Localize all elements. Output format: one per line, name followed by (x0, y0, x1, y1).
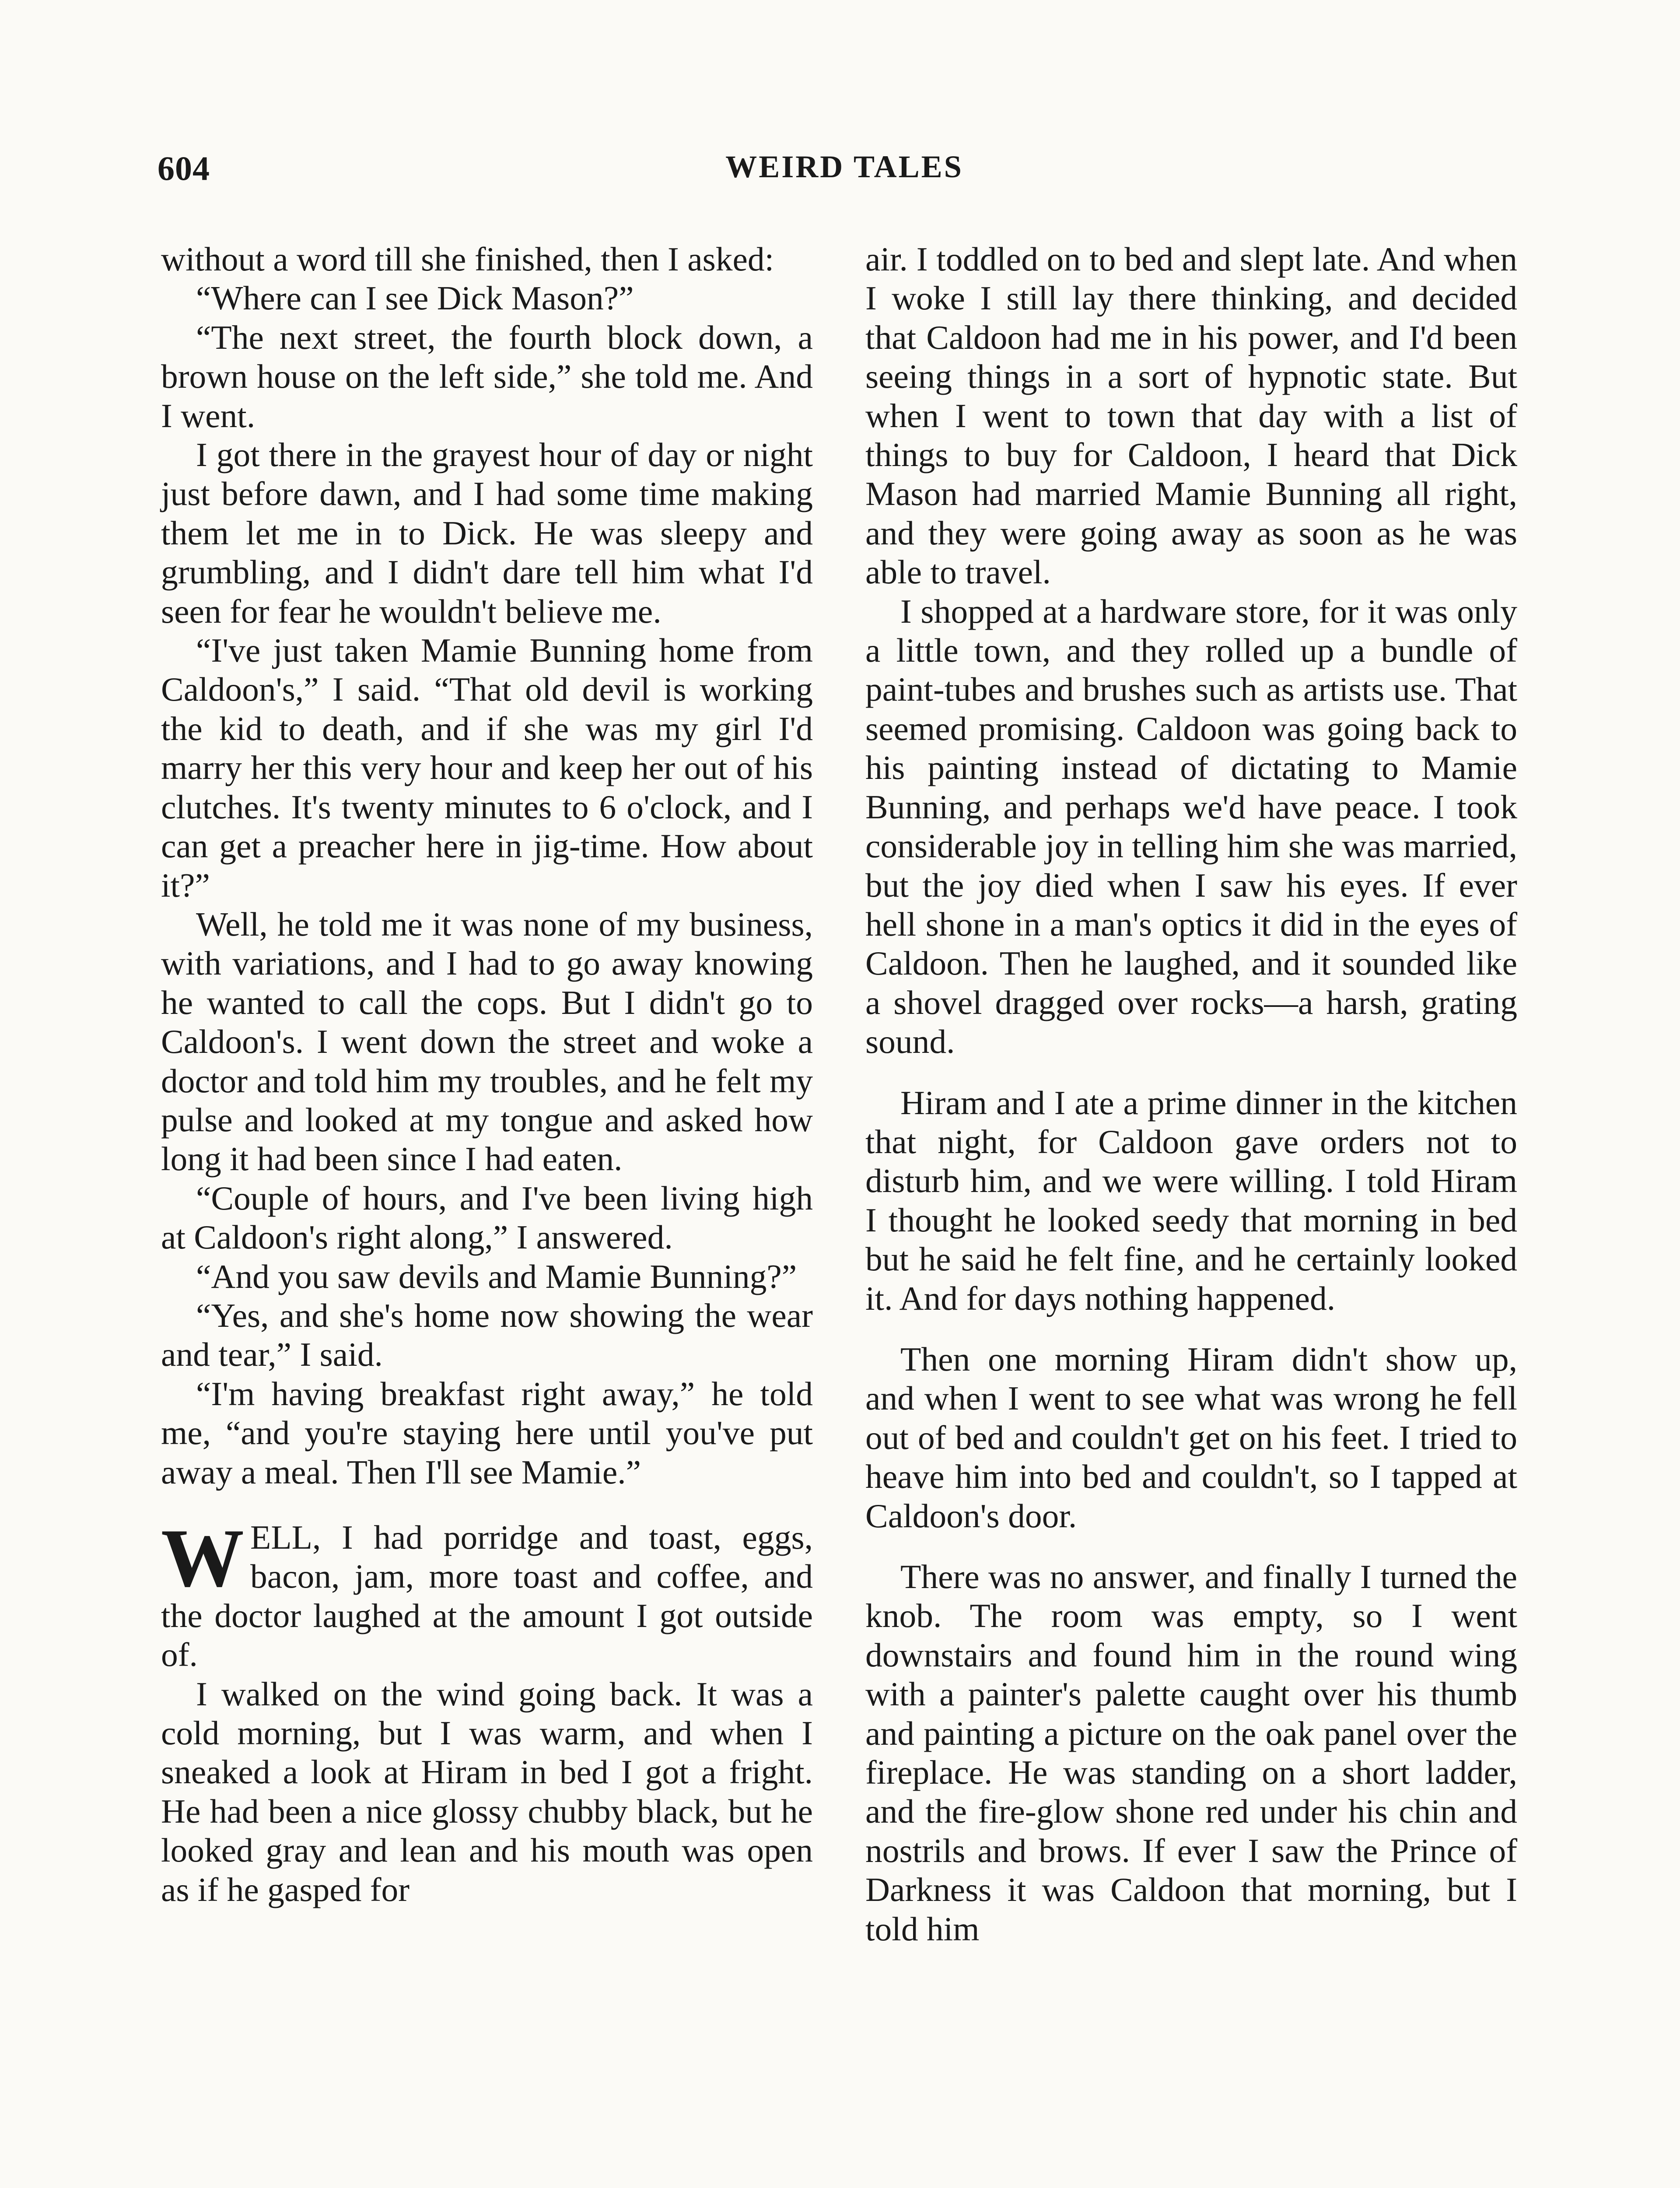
paragraph: “The next street, the fourth block down, a brown house on the left side,” she told me. And I went. (161, 318, 813, 435)
paragraph: Hiram and I ate a prime dinner in the kitchen that night, for Caldoon gave orders not to disturb him, and we were willing. I told Hiram I thought he looked seedy that morning in bed but he said he felt fine, and he certainly looked it. And for days nothing happened. (865, 1083, 1517, 1317)
paragraph: without a word till she finished, then I asked: (161, 240, 774, 278)
paragraph: “And you saw devils and Mamie Bunning?” (196, 1257, 797, 1295)
paragraph: I shopped at a hardware store, for it was only a little town, and they rolled up a bundle of paint-tubes and brushes such as artists use. That seemed promising. Caldoon was going back to his painting instead of dictating to Mamie Bunning, and perhaps we'd have peace. I took considerable joy in telling him she was married, but the joy died when I saw his eyes. If ever hell shone in a man's optics it did in the eyes of Caldoon. Then he laughed, and it sounded like a shovel dragged over rocks—a harsh, grating sound. (865, 592, 1517, 1061)
paragraph: “Where can I see Dick Mason?” (196, 279, 634, 317)
text-columns (161, 240, 1517, 2188)
paragraph: Then one morning Hiram didn't show up, and when I went to see what was wrong he fell out of bed and couldn't get on his feet. I tried to heave him into bed and couldn't, so I tapped at Caldoon's door. (865, 1340, 1517, 1535)
paragraph: There was no answer, and finally I turned the knob. The room was empty, so I went downstairs and found him in the round wing with a painter's palette caught over his thumb and painting a picture on the oak panel over the fireplace. He was standing on a short ladder, and the fire-glow shone red under his chin and nostrils and brows. If ever I saw the Prince of Darkness it was Caldoon that morning, but I told him (865, 1558, 1517, 1948)
page-number: 604 (158, 149, 210, 187)
right-column (865, 240, 1517, 1949)
left-column (161, 240, 813, 1909)
page-header (158, 149, 1531, 197)
running-title: WEIRD TALES (725, 149, 963, 184)
paragraph: “Couple of hours, and I've been living high at Caldoon's right along,” I answered. (161, 1179, 813, 1256)
smallcaps-lead: ELL, (250, 1518, 321, 1556)
paragraph: “I've just taken Mamie Bunning home from Caldoon's,” I said. “That old devil is working the kid to death, and if she was my girl I'd marry her this very hour and keep her out of his clutches. It's twenty minutes to 6 o'clock, and I can get a preacher here in jig-time. How about it?” (161, 631, 813, 904)
paragraph: “Yes, and she's home now showing the wear and tear,” I said. (161, 1296, 813, 1374)
paragraph: I walked on the wind going back. It was a cold morning, but I was warm, and when I sneaked a look at Hiram in bed I got a fright. He had been a nice glossy chubby black, but he looked gray and lean and his mouth was open as if he gasped for (161, 1675, 813, 1908)
paragraph: Well, he told me it was none of my business, with variations, and I had to go away knowing he wanted to call the cops. But I didn't go to Caldoon's. I went down the street and woke a doctor and told him my troubles, and he felt my pulse and looked at my tongue and asked how long it had been since I had eaten. (161, 905, 813, 1178)
paragraph: “I'm having breakfast right away,” he told me, “and you're staying here until you've put away a meal. Then I'll see Mamie.” (161, 1375, 813, 1491)
dropcap-paragraph (161, 1512, 813, 1675)
drop-cap-letter: W (161, 1512, 244, 1604)
paragraph: air. I toddled on to bed and slept late. And when I woke I still lay there thinking, and decided that Caldoon had me in his power, and I'd been seeing things in a sort of hypnotic state. But when I went to town that day with a list of things to buy for Caldoon, I heard that Dick Mason had married Mamie Bunning all right, and they were going away as soon as he was able to travel. (865, 240, 1517, 591)
dropcap-paragraph-text: I had porridge and toast, eggs, bacon, jam, more toast and coffee, and the doctor laughed at the amount I got outside of. (161, 1518, 813, 1674)
paragraph: I got there in the grayest hour of day or night just before dawn, and I had some time making them let me in to Dick. He was sleepy and grumbling, and I didn't dare tell him what I'd seen for fear he wouldn't believe me. (161, 436, 813, 630)
